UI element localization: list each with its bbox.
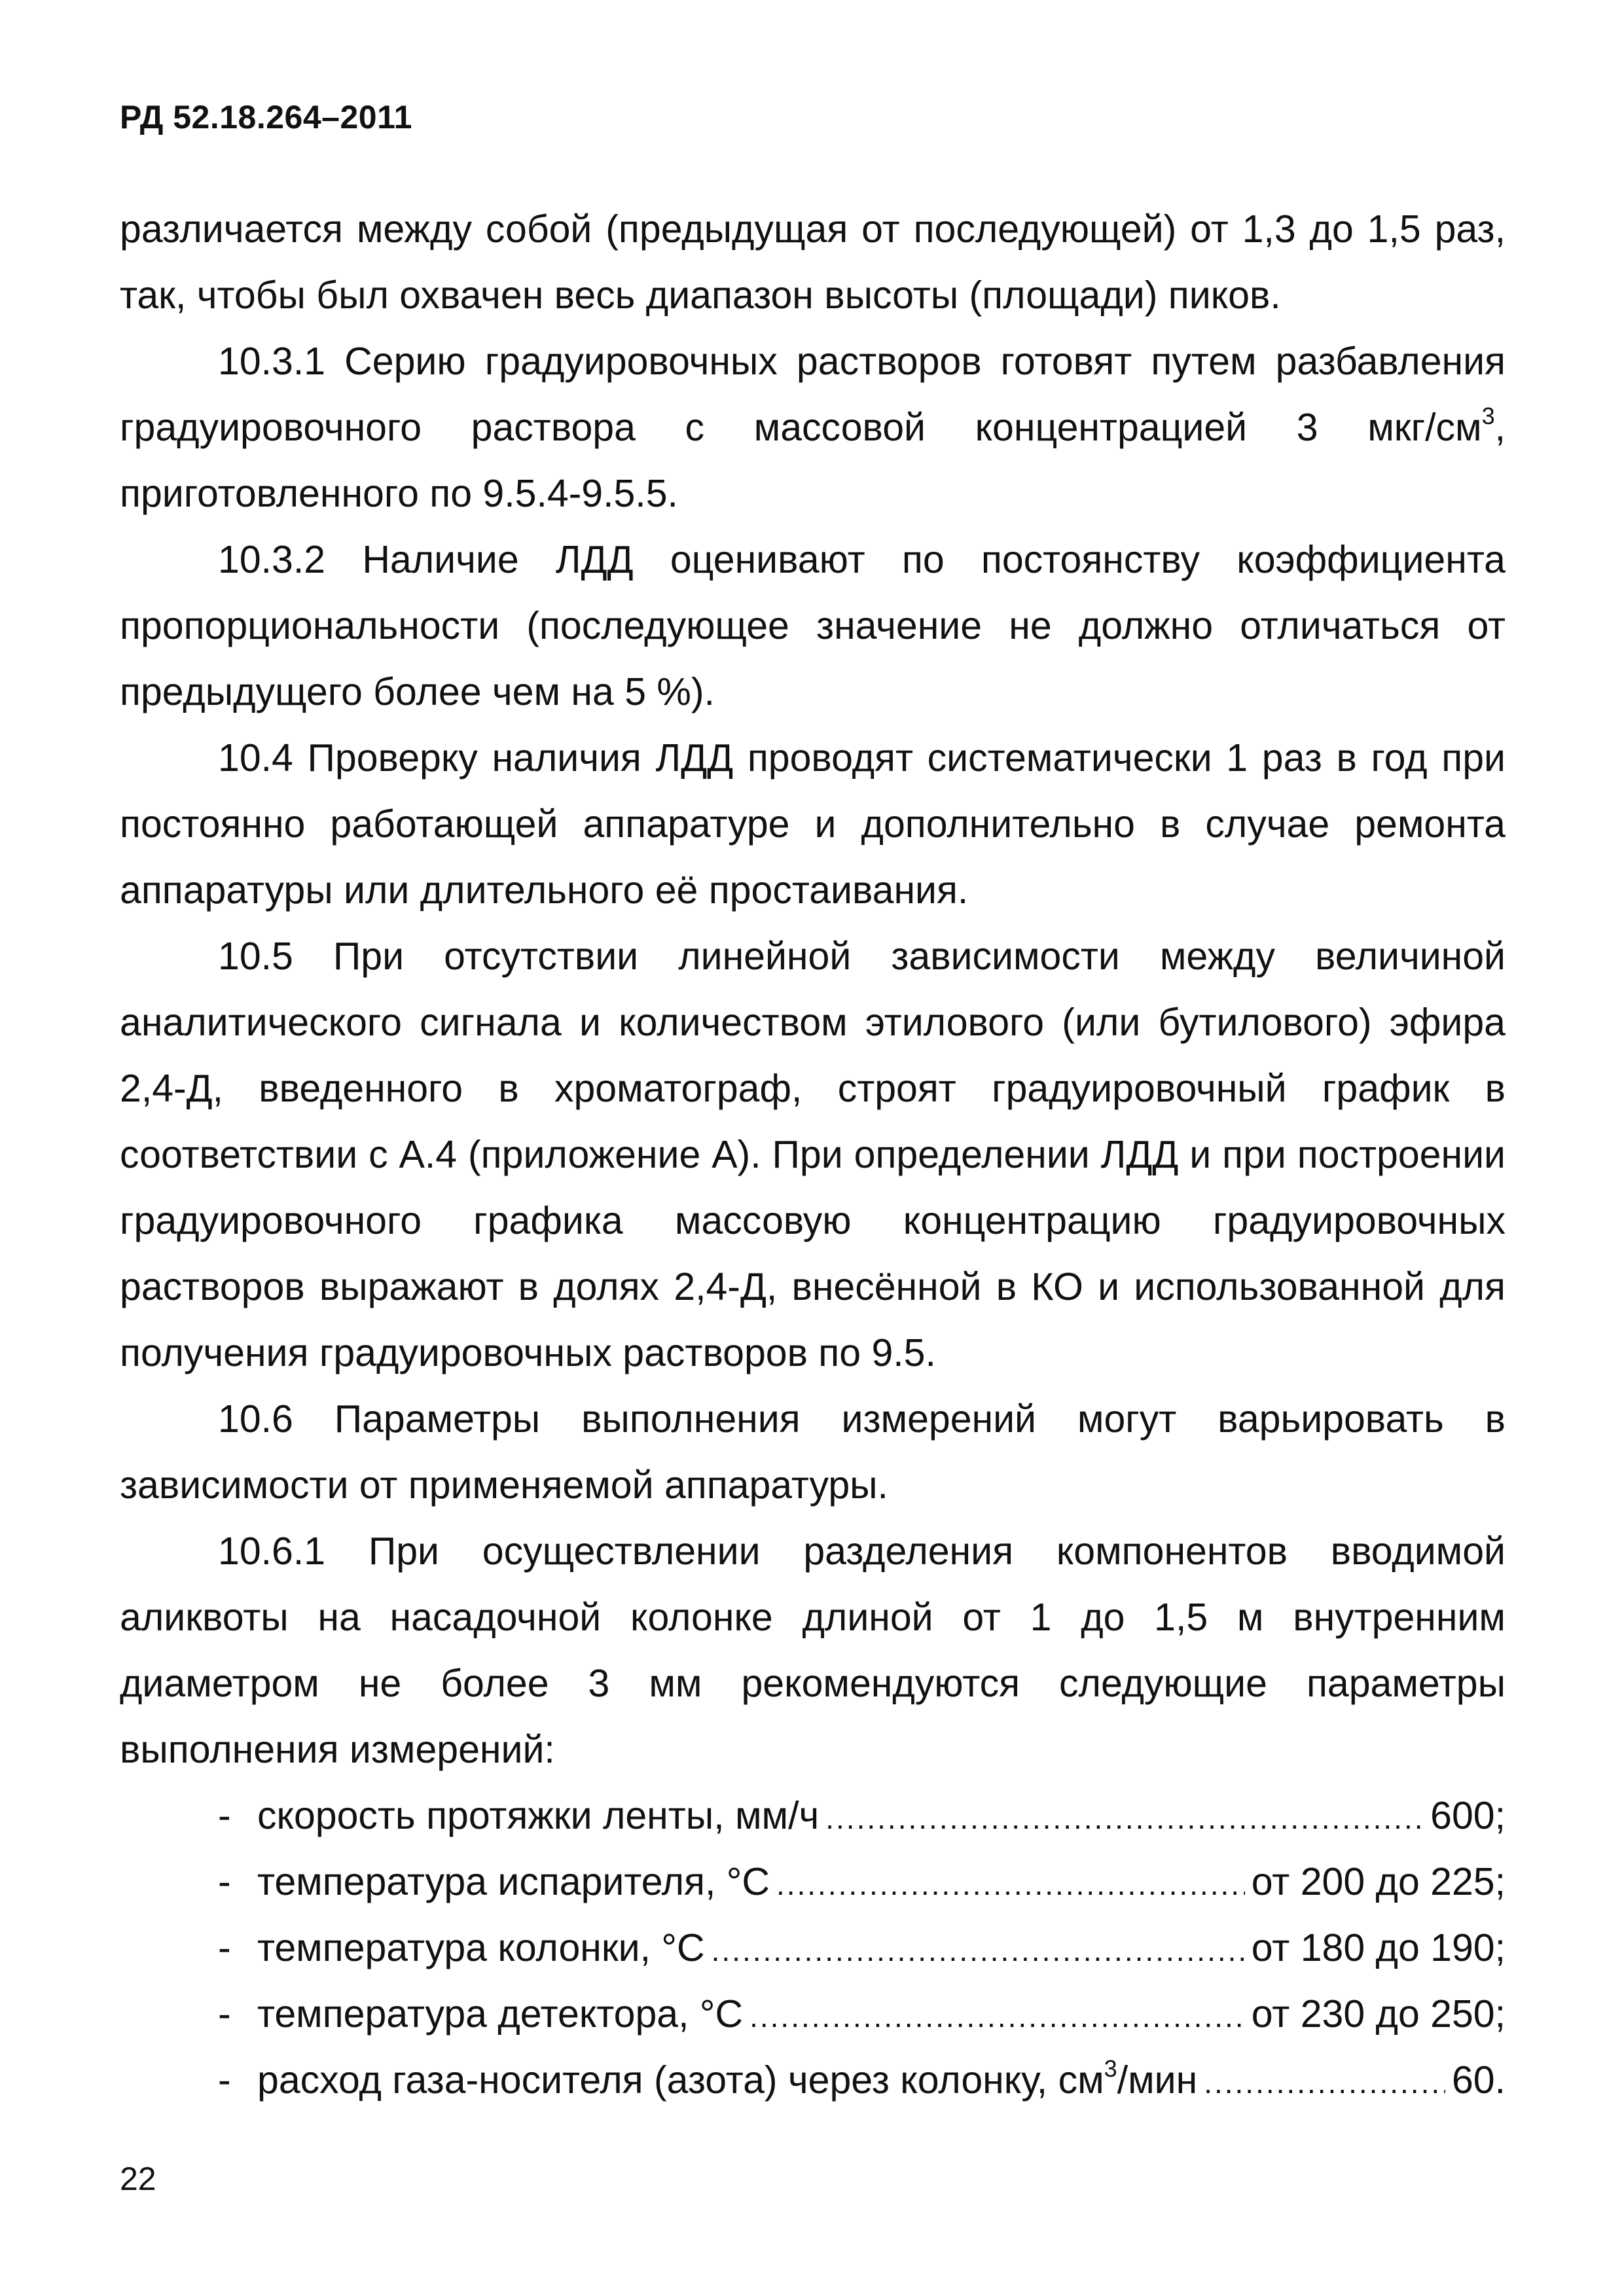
paragraph-continuation: различается между собой (предыдущая от последующей) от 1,3 до 1,5 раз, так, чтобы был охвачен весь диапазон высоты (площади) пиков.	[120, 207, 1506, 317]
dot-leader	[749, 1984, 1245, 2050]
parameters-list	[120, 1783, 1506, 2113]
dot-leader	[776, 1852, 1245, 1918]
superscript: 3	[1481, 403, 1495, 430]
parameter-label-suffix: /мин	[1117, 2058, 1198, 2102]
parameter-value: 60.	[1451, 2058, 1506, 2102]
parameter-item	[120, 1981, 1506, 2047]
parameter-value: от 180 до 190;	[1251, 1926, 1506, 1969]
parameter-value: от 200 до 225;	[1251, 1860, 1506, 1903]
list-dash: -	[218, 1926, 231, 1969]
paragraph-10-5: 10.5 При отсутствии линейной зависимости между величиной аналитического сигнала и количеством этилового (или бутилового) эфира 2,4-Д, введенного в хроматограф, строят градуировочный график в соответствии с А.4 (приложение А). При определении ЛДД и при построении градуировочного графика массовую концентрацию градуировочных растворов выражают в долях 2,4-Д, внесённой в КО и использованной для получения градуировочных растворов по 9.5.	[120, 935, 1506, 1374]
paragraph-10-6: 10.6 Параметры выполнения измерений могут варьировать в зависимости от применяемой аппаратуры.	[120, 1397, 1506, 1507]
parameter-label-text: температура испарителя, °С	[257, 1860, 770, 1903]
dot-leader	[712, 1918, 1245, 1984]
paragraph-10-3-1	[120, 329, 1506, 527]
paragraph-10-6-1: 10.6.1 При осуществлении разделения компонентов вводимой аликвоты на насадочной колонке длиной от 1 до 1,5 м внутренним диаметром не более 3 мм рекомендуются следующие параметры выполнения измерений:	[120, 1530, 1506, 1771]
list-dash: -	[218, 1794, 231, 1837]
page-number: 22	[120, 2161, 156, 2197]
parameter-label-text: скорость протяжки ленты, мм/ч	[257, 1794, 820, 1837]
document-code-header: РД 52.18.264–2011	[120, 99, 412, 135]
list-dash: -	[218, 1992, 231, 2036]
parameter-label	[257, 1849, 770, 1915]
parameter-label-text: расход газа-носителя (азота) через колонку, см	[257, 2058, 1104, 2102]
document-body	[120, 196, 1506, 2113]
parameter-label	[257, 1783, 819, 1849]
dot-leader	[825, 1785, 1424, 1852]
superscript: 3	[1104, 2055, 1117, 2083]
paragraph-10-4: 10.4 Проверку наличия ЛДД проводят систематически 1 раз в год при постоянно работающей аппаратуре и дополнительно в случае ремонта аппаратуры или длительного её простаивания.	[120, 736, 1506, 912]
list-dash: -	[218, 1860, 231, 1903]
paragraph-text: 10.3.1 Серию градуировочных растворов готовят путем разбавления градуировочного раствора с массовой концентрацией 3 мкг/см	[120, 340, 1506, 449]
parameter-item	[120, 1783, 1506, 1849]
parameter-value: от 230 до 250;	[1251, 1992, 1506, 2036]
paragraph-10-3-2: 10.3.2 Наличие ЛДД оценивают по постоянству коэффициента пропорциональности (последующее значение не должно отличаться от предыдущего более чем на 5 %).	[120, 538, 1506, 713]
parameter-item	[120, 2047, 1506, 2113]
dot-leader	[1204, 2050, 1445, 2116]
list-dash: -	[218, 2058, 231, 2102]
parameter-label	[257, 1981, 743, 2047]
parameter-label	[257, 2047, 1197, 2113]
parameter-item	[120, 1849, 1506, 1915]
parameter-label-text: температура детектора, °С	[257, 1992, 744, 2036]
parameter-label	[257, 1915, 705, 1981]
parameter-label-text: температура колонки, °С	[257, 1926, 705, 1969]
paragraph-text: , приготовленного по 9.5.4-9.5.5.	[120, 406, 1506, 515]
parameter-value: 600;	[1430, 1794, 1506, 1837]
parameter-item	[120, 1915, 1506, 1981]
